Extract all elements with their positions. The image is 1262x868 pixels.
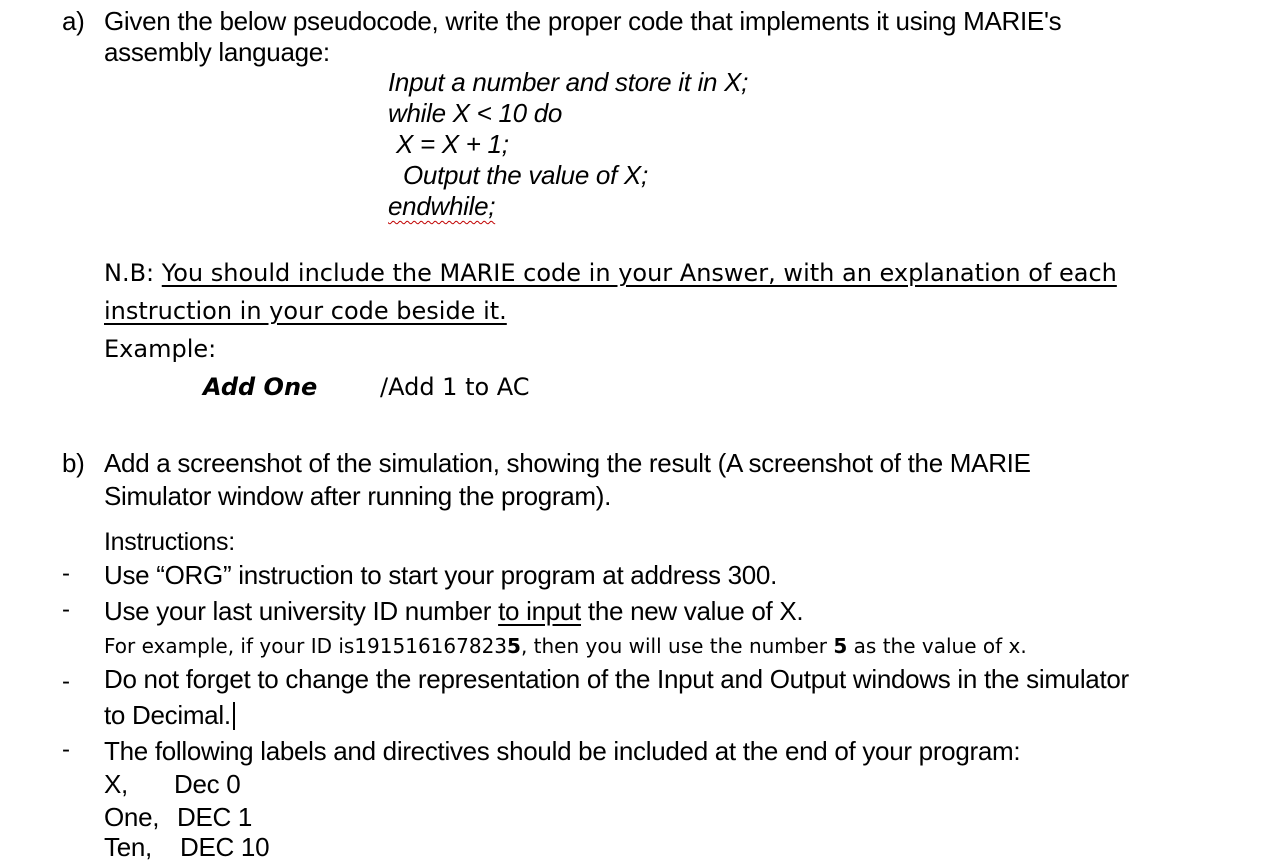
pseudocode-line-3: X = X + 1; [396,129,509,159]
example-bold-digit: 5 [507,634,521,658]
bullet-3: - [62,668,70,695]
code-label-ten: Ten, [104,832,152,862]
item2-underlined: to input [498,596,581,626]
bullet-1: - [62,560,70,587]
note-line2: instruction in your code beside it. [104,297,507,325]
example-pre: For example, if your ID is191516167823 [104,634,508,658]
item3-line2-text: to Decimal. [104,700,231,730]
part-a-line1: Given the below pseudocode, write the proper code that implements it using MARIE's [104,6,1062,36]
code-label-one: One, [104,802,160,832]
instruction-item-1: Use “ORG” instruction to start your program at address 300. [104,560,778,590]
code-value-one: DEC 1 [177,802,253,832]
instructions-heading: Instructions: [104,528,235,556]
instruction-item-3-line2 [104,700,235,730]
pseudocode-line-5: endwhile; [388,191,496,221]
note-underlined-1: You should include the MARIE code in your Answer, with an explanation of each [161,259,1117,287]
item2-post: the new value of X. [580,596,804,626]
bullet-2: - [62,596,70,623]
bullet-4: - [62,736,70,763]
example-bold-value: 5 [833,634,848,658]
code-value-x: Dec 0 [174,769,241,799]
pseudocode-line-1: Input a number and store it in X; [388,67,749,97]
text-cursor [233,702,235,730]
pseudocode-line-4: Output the value of X; [403,160,648,190]
instruction-item-3-line1: Do not forget to change the representation of the Input and Output windows in the simulator [104,664,1129,694]
example-post: , then you will use the number [520,634,834,658]
example-end: as the value of x. [847,634,1027,658]
part-b-line2: Simulator window after running the program). [104,481,612,511]
instruction-item-2 [104,596,803,626]
code-label-x: X, [104,769,128,799]
example-code: Add One [203,373,318,401]
code-value-ten: DEC 10 [180,832,270,862]
part-a-marker: a) [62,6,85,36]
part-a-line2: assembly language: [104,37,330,67]
item2-pre: Use your last university ID number [104,596,499,626]
part-b-line1: Add a screenshot of the simulation, showing the result (A screenshot of the MARIE [104,448,1031,478]
pseudocode-line-2: while X < 10 do [388,98,563,128]
example-label: Example: [104,335,217,363]
note-prefix: N.B: [104,259,162,287]
instruction-example [104,633,1027,659]
note-line1 [104,258,1117,288]
part-b-marker: b) [62,448,85,478]
instruction-item-4: The following labels and directives should be included at the end of your program: [104,736,1021,766]
example-comment: /Add 1 to AC [380,373,530,401]
